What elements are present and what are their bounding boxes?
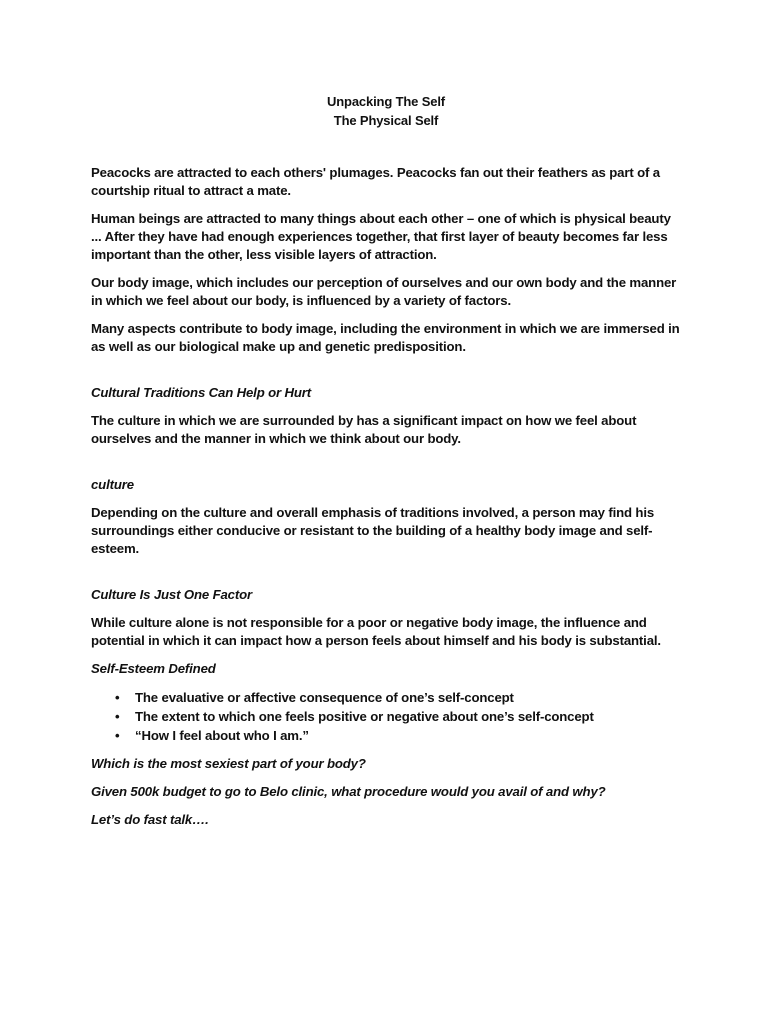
heading-self-esteem: Self-Esteem Defined [91, 661, 216, 676]
question-sexiest-part: Which is the most sexiest part of your body? [91, 756, 366, 771]
self-esteem-list [91, 688, 681, 745]
question-belo-clinic: Given 500k budget to go to Belo clinic, what procedure would you avail of and why? [91, 784, 606, 799]
paragraph-attraction: Human beings are attracted to many things about each other – one of which is physical beauty ... After they have had enough experiences together, that first layer of beauty becomes far less important than the other, less visible layers of attraction. [91, 211, 671, 262]
paragraph-peacocks: Peacocks are attracted to each others' plumages. Peacocks fan out their feathers as part of a courtship ritual to attract a mate. [91, 165, 660, 198]
heading-cultural-traditions: Cultural Traditions Can Help or Hurt [91, 385, 312, 400]
list-item: • “How I feel about who I am.” [135, 726, 681, 745]
paragraph-culture: Depending on the culture and overall emphasis of traditions involved, a person may find his surroundings either conducive or resistant to the building of a healthy body image and self-esteem. [91, 505, 655, 556]
document-subtitle: The Physical Self [333, 113, 439, 128]
document-body [91, 92, 681, 839]
heading-culture-factor: Culture Is Just One Factor [91, 587, 252, 602]
title-block [91, 92, 681, 130]
paragraph-body-image: Our body image, which includes our perception of ourselves and our own body and the manner in which we feel about our body, is influenced by a variety of factors. [91, 275, 677, 308]
paragraph-factor: While culture alone is not responsible for a poor or negative body image, the influence and potential in which it can impact how a person feels about himself and his body is substantial. [91, 615, 661, 648]
heading-culture: culture [91, 477, 134, 492]
list-item: • The evaluative or affective consequence of one’s self-concept [135, 688, 681, 707]
paragraph-cultural: The culture in which we are surrounded by has a significant impact on how we feel about ourselves and the manner in which we think about our body. [91, 413, 637, 446]
document-title: Unpacking The Self [327, 94, 445, 109]
paragraph-aspects: Many aspects contribute to body image, including the environment in which we are immersed in as well as our biological make up and genetic predisposition. [91, 321, 680, 354]
list-item: • The extent to which one feels positive or negative about one’s self-concept [135, 707, 681, 726]
question-fast-talk: Let’s do fast talk…. [91, 812, 209, 827]
